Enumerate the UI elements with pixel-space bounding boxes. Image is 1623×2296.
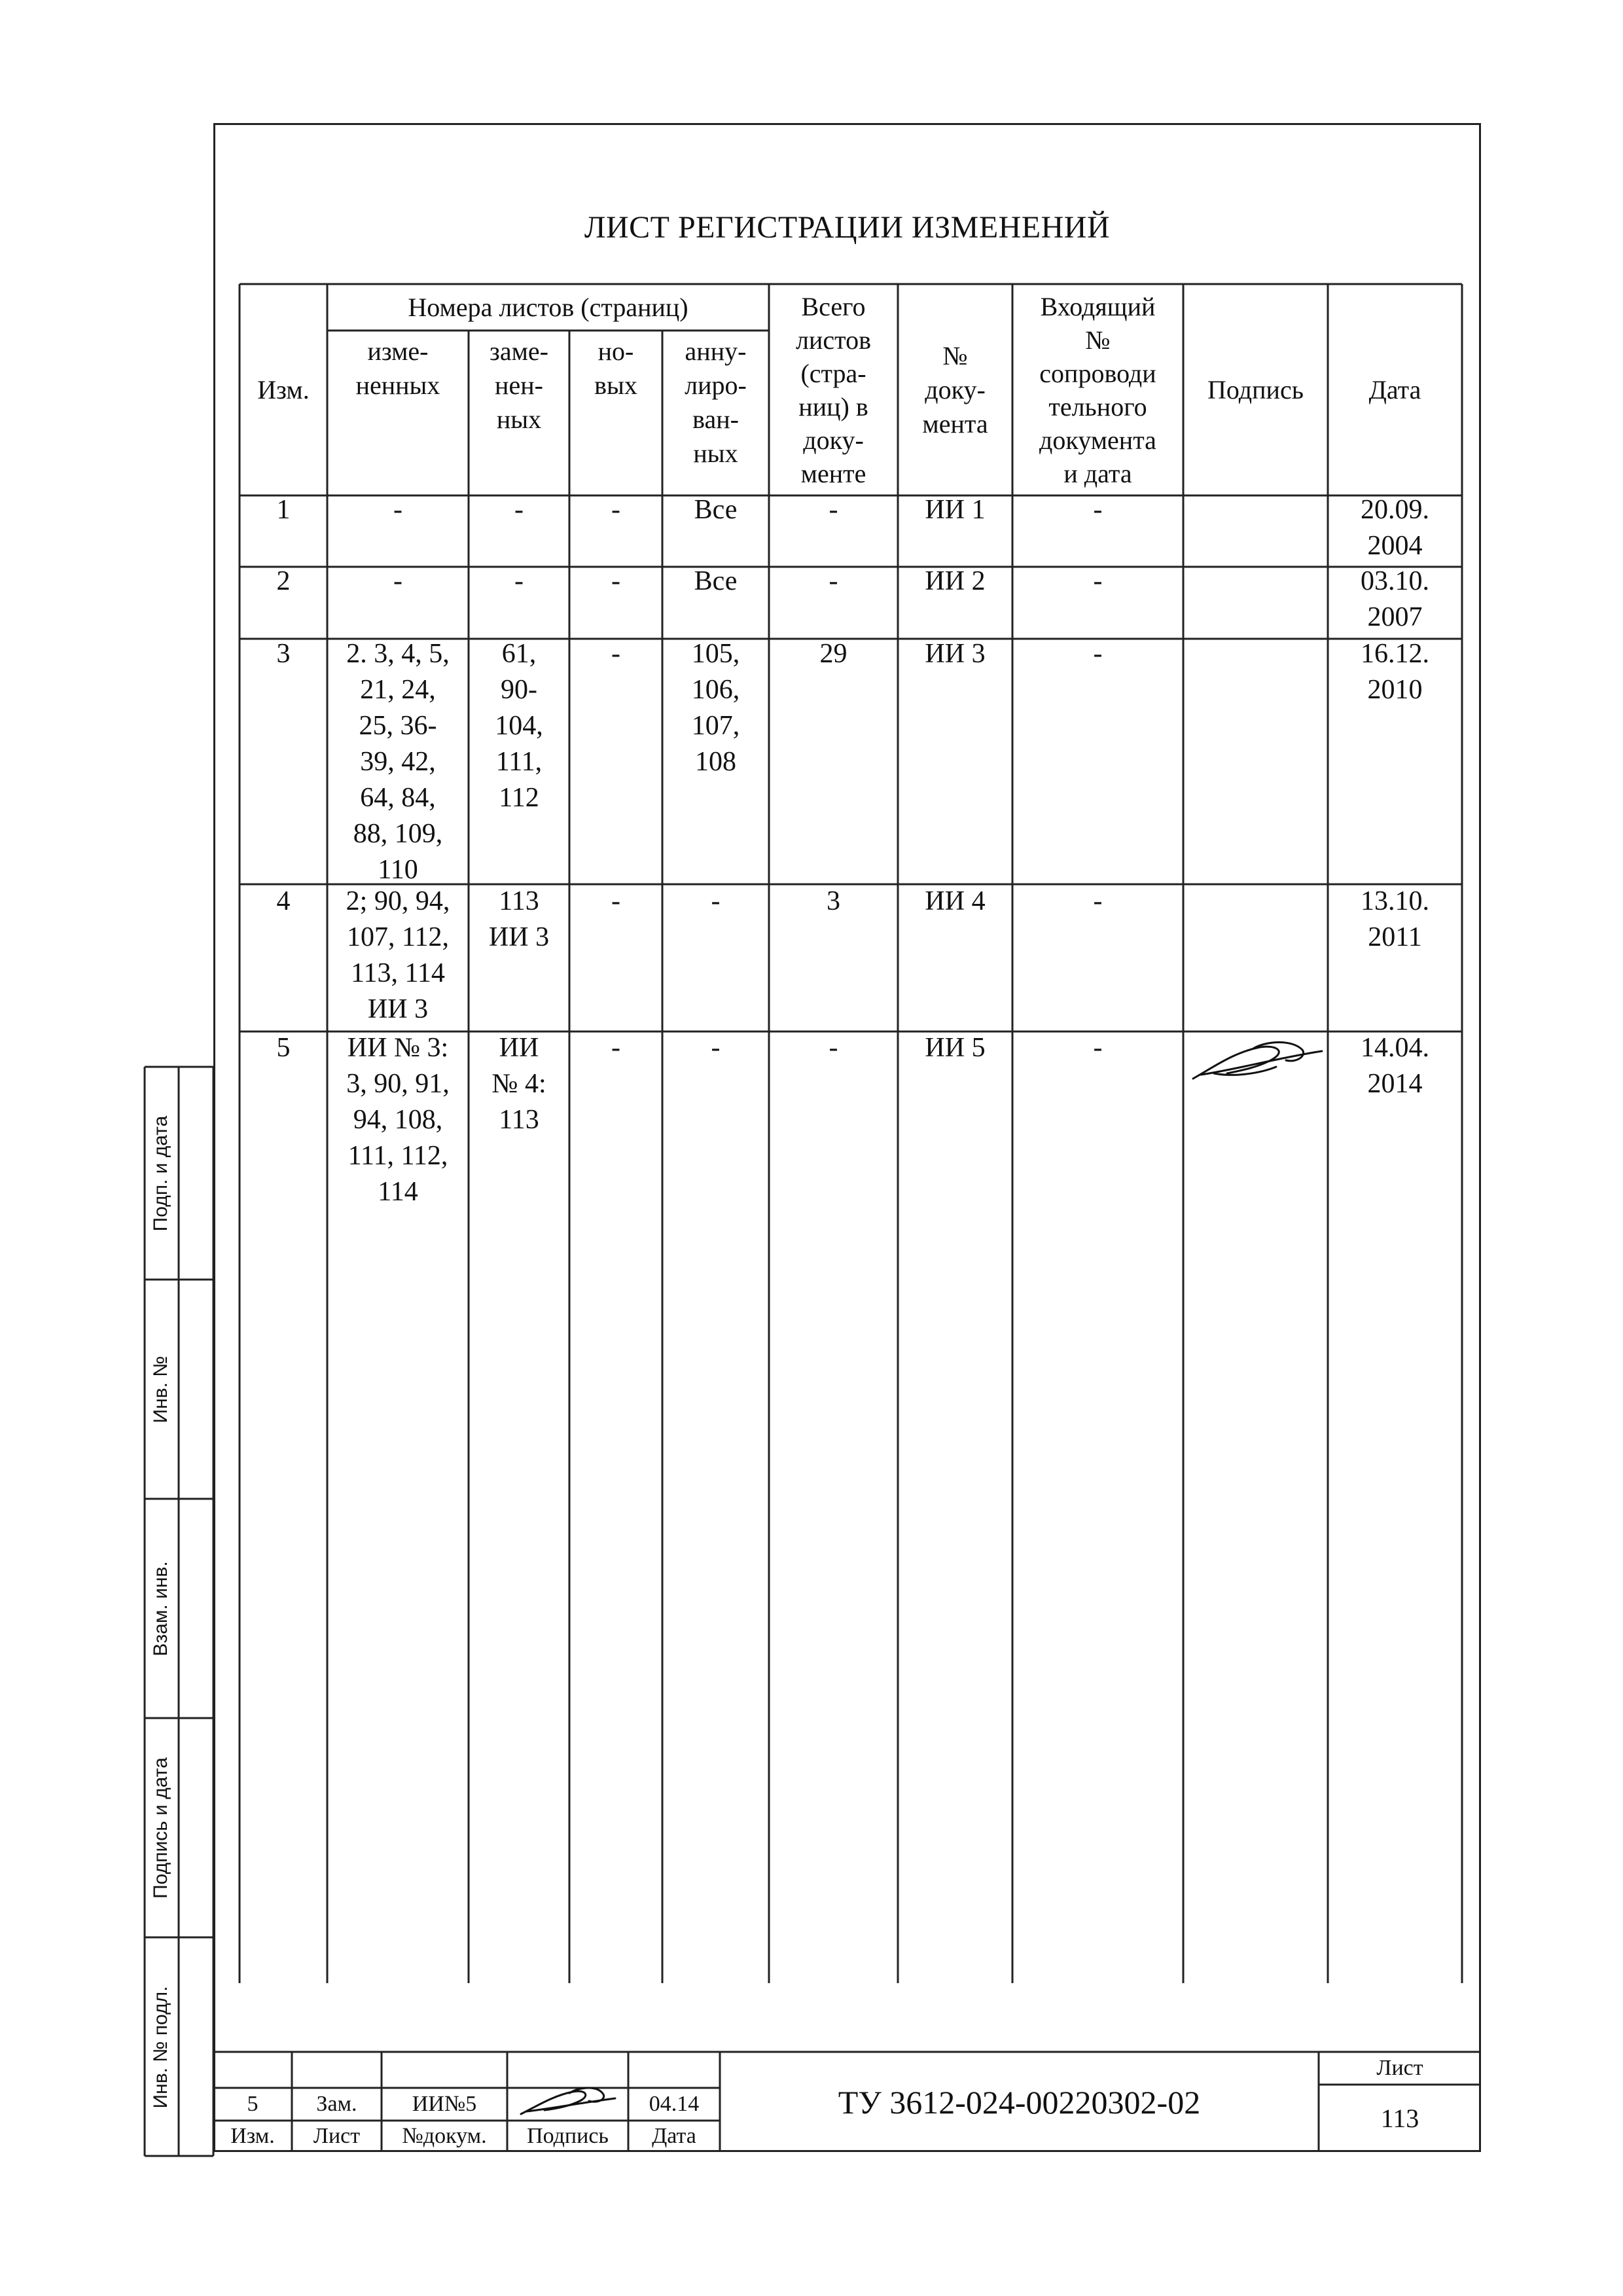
header-sheet-numbers: Номера листов (страниц) (408, 292, 688, 322)
row-5-new: - (611, 1033, 620, 1063)
row-3-incoming: - (1093, 639, 1103, 669)
stamp-izm-value: 5 (247, 2092, 259, 2116)
stamp-date-label: Дата (652, 2124, 696, 2148)
row-4-date: 13.10. 2011 (1361, 886, 1429, 952)
side-label-sign-date: Подп. и дата (150, 1115, 171, 1232)
row-2-date: 03.10. 2007 (1361, 566, 1429, 632)
stamp-list-label: Лист (313, 2124, 361, 2148)
row-1-new: - (611, 495, 620, 525)
row-2-replaced: - (514, 566, 524, 596)
row-5-annulled: - (711, 1033, 721, 1063)
header-signature: Подпись (1207, 374, 1304, 404)
row-4-annulled: - (711, 886, 721, 916)
header-annulled: анну- лиро- ван- ных (685, 336, 747, 468)
header-changed: изме- ненных (355, 336, 440, 400)
row-3-change: 3 (276, 639, 291, 669)
row-4-new: - (611, 886, 620, 916)
header-replaced: заме- нен- ных (490, 336, 548, 434)
stamp-date-value: 04.14 (649, 2092, 700, 2116)
row-1-total: - (829, 495, 838, 525)
row-1-date: 20.09. 2004 (1361, 495, 1429, 561)
row-1-incoming: - (1093, 495, 1103, 525)
header-new: но- вых (594, 336, 637, 400)
row-2-annulled: Все (694, 566, 738, 596)
row-3-new: - (611, 639, 620, 669)
row-1-doc: ИИ 1 (925, 495, 986, 525)
header-change-no: Изм. (257, 374, 310, 404)
row-2-incoming: - (1093, 566, 1103, 596)
row-2-new: - (611, 566, 620, 596)
row-5-total: - (829, 1033, 838, 1063)
stamp-list-value: Зам. (316, 2092, 357, 2116)
row-4-changed: 2; 90, 94, 107, 112, 113, 114 ИИ 3 (346, 886, 450, 1024)
row-4-replaced: 113 ИИ 3 (488, 886, 550, 952)
row-4-total: 3 (827, 886, 840, 916)
row-5-change: 5 (276, 1033, 291, 1063)
side-label-replace-inv: Взам. инв. (150, 1561, 171, 1657)
row-4-incoming: - (1093, 886, 1103, 916)
document-code: ТУ 3612-024-00220302-02 (838, 2083, 1201, 2121)
stamp-handwritten-signature (517, 2081, 622, 2121)
row-3-doc: ИИ 3 (925, 639, 986, 669)
stamp-doc-label: №докум. (402, 2124, 487, 2148)
row-1-change: 1 (276, 495, 291, 525)
row-4-change: 4 (276, 886, 291, 916)
header-total-sheets: Всего листов (стра- ниц) в доку- менте (796, 291, 871, 488)
row-3-changed: 2. 3, 4, 5, 21, 24, 25, 36- 39, 42, 64, 84, 88, 109, 110 (346, 639, 450, 885)
row-2-doc: ИИ 2 (925, 566, 986, 596)
side-label-inv-no: Инв. № (150, 1355, 171, 1424)
header-doc-no: № доку- мента (922, 340, 988, 439)
row-1-changed: - (393, 495, 402, 525)
row-5-incoming: - (1093, 1033, 1103, 1063)
header-incoming: Входящий № сопроводи тельного документа и дата (1039, 291, 1156, 488)
row-1-replaced: - (514, 495, 524, 525)
row-5-replaced: ИИ № 4: 113 (491, 1033, 546, 1135)
stamp-doc-value: ИИ№5 (412, 2092, 477, 2116)
page-title: ЛИСТ РЕГИСТРАЦИИ ИЗМЕНЕНИЙ (584, 210, 1111, 245)
row-5-doc: ИИ 5 (925, 1033, 986, 1063)
row-3-annulled: 105, 106, 107, 108 (691, 639, 740, 777)
row-2-change: 2 (276, 566, 291, 596)
side-label-signature-date: Подпись и дата (150, 1757, 171, 1899)
row-4-doc: ИИ 4 (925, 886, 986, 916)
stamp-sign-label: Подпись (527, 2124, 609, 2148)
header-date: Дата (1368, 374, 1421, 404)
stamp-izm-label: Изм. (230, 2124, 275, 2148)
row-2-changed: - (393, 566, 402, 596)
row-3-date: 16.12. 2010 (1361, 639, 1429, 705)
row-1-annulled: Все (694, 495, 738, 525)
row-2-total: - (829, 566, 838, 596)
side-label-inv-original: Инв. № подл. (150, 1986, 171, 2109)
sheet-label: Лист (1376, 2056, 1423, 2080)
row-5-date: 14.04. 2014 (1361, 1033, 1429, 1099)
row-3-replaced: 61, 90- 104, 111, 112 (495, 639, 543, 813)
row-3-total: 29 (819, 639, 847, 669)
sheet-number: 113 (1380, 2103, 1419, 2133)
row-5-changed: ИИ № 3: 3, 90, 91, 94, 108, 111, 112, 114 (346, 1033, 450, 1207)
